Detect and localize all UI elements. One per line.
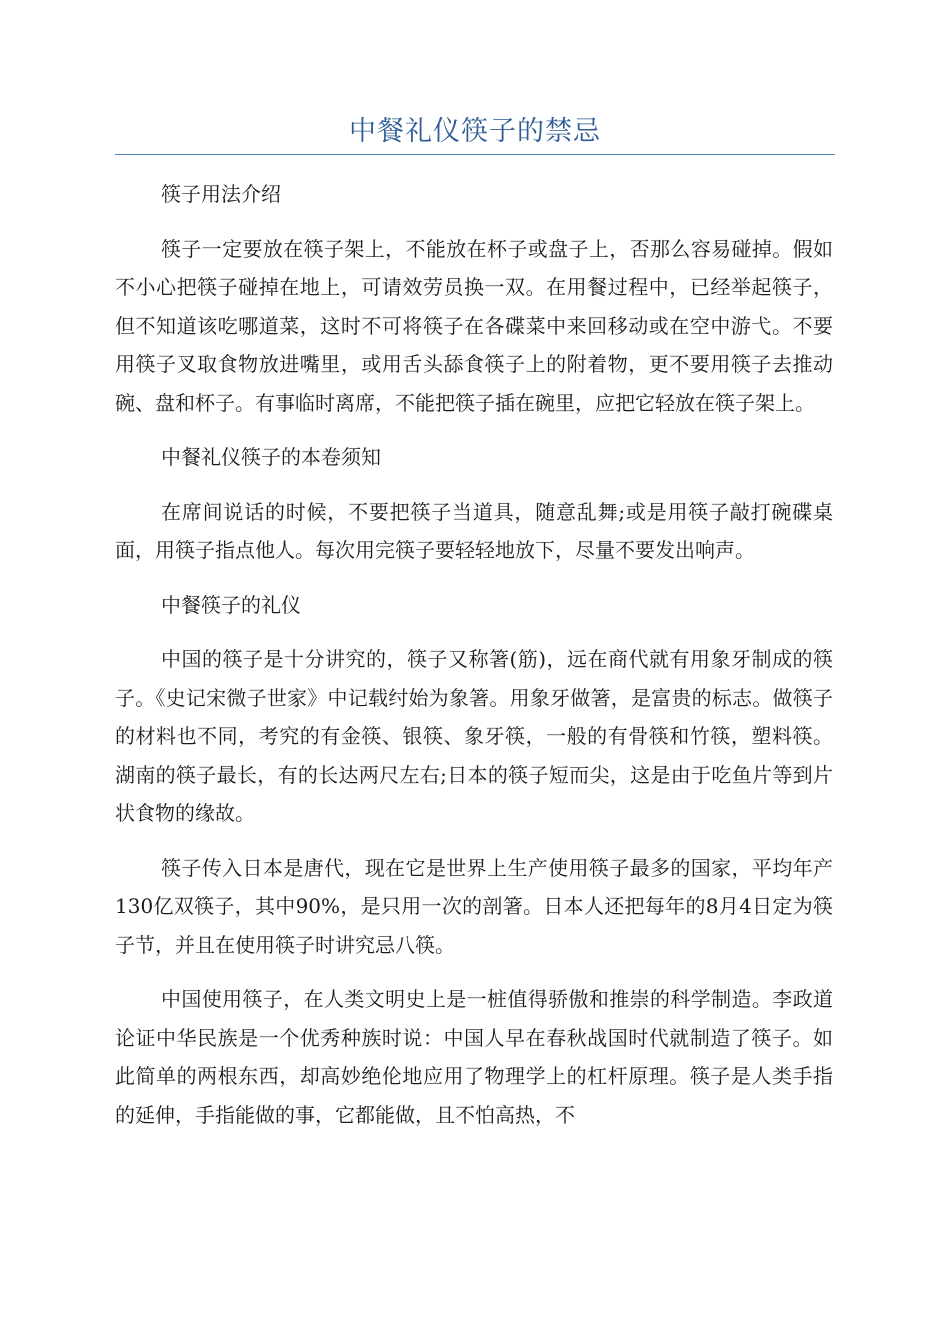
title-underline: [115, 154, 835, 155]
section-heading-usage: 筷子用法介绍: [161, 182, 281, 206]
paragraph-japan: 筷子传入日本是唐代，现在它是世界上生产使用筷子最多的国家，平均年产130亿双筷子，其中90%，是只用一次的剖箸。日本人还把每年的8月4日定为筷子节，并且在使用筷子时讲究忌八筷。: [115, 855, 833, 957]
paragraph-notes: 在席间说话的时候，不要把筷子当道具，随意乱舞;或是用筷子敲打碗碟桌面，用筷子指点他人。每次用完筷子要轻轻地放下，尽量不要发出响声。: [115, 499, 833, 562]
section-heading-etiquette: 中餐筷子的礼仪: [161, 592, 301, 617]
document-title: 中餐礼仪筷子的禁忌: [349, 116, 601, 147]
document-body: [115, 175, 833, 1150]
section-heading-notes: 中餐礼仪筷子的本卷须知: [161, 445, 381, 469]
paragraph-usage: 筷子一定要放在筷子架上，不能放在杯子或盘子上，否那么容易碰掉。假如不小心把筷子碰掉在地上，可请效劳员换一双。在用餐过程中，已经举起筷子，但不知道该吃哪道菜，这时不可将筷子在各碟菜中来回移动或在空中游弋。不要用筷子叉取食物放进嘴里，或用舌头舔食筷子上的附着物，更不要用筷子去推动碗、盘和杯子。有事临时离席，不能把筷子插在碗里，应把它轻放在筷子架上。: [115, 236, 833, 415]
paragraph-history: 中国的筷子是十分讲究的，筷子又称箸(筋)，远在商代就有用象牙制成的筷子。《史记宋微子世家》中记载纣始为象箸。用象牙做箸，是富贵的标志。做筷子的材料也不同，考究的有金筷、银筷、象牙筷，一般的有骨筷和竹筷，塑料筷。湖南的筷子最长，有的长达两尺左右;日本的筷子短而尖，这是由于吃鱼片等到片状食物的缘故。: [115, 647, 833, 825]
paragraph-science: 中国使用筷子，在人类文明史上是一桩值得骄傲和推崇的科学制造。李政道论证中华民族是一个优秀种族时说：中国人早在春秋战国时代就制造了筷子。如此简单的两根东西，却高妙绝伦地应用了物理学上的杠杆原理。筷子是人类手指的延伸，手指能做的事，它都能做，且不怕高热，不: [115, 987, 833, 1127]
